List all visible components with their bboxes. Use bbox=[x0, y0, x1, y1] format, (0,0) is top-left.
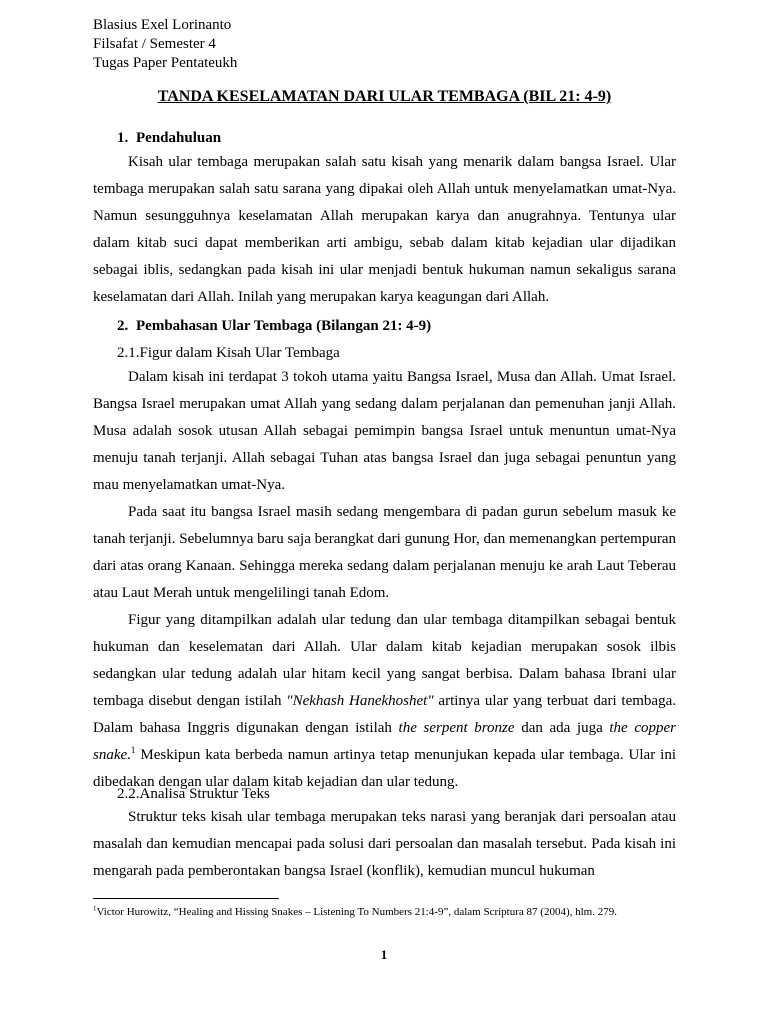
paragraph-text: artinya ular yang terbuat dari tembaga. Dalam bahasa Inggris digunakan dengan istilah bbox=[93, 693, 676, 736]
subsection-2-2-heading: 2.2.Analisa Struktur Teks bbox=[117, 786, 270, 802]
hebrew-term: "Nekhash Hanekhoshet" bbox=[286, 693, 434, 709]
paper-title: TANDA KESELAMATAN DARI ULAR TEMBAGA (BIL 21: 4-9) bbox=[157, 88, 612, 105]
section-2-heading bbox=[117, 318, 431, 335]
subsection-2-1-heading: 2.1.Figur dalam Kisah Ular Tembaga bbox=[117, 345, 340, 361]
section-2-title: Pembahasan Ular Tembaga (Bilangan 21: 4-9) bbox=[136, 318, 432, 334]
assignment-title: Tugas Paper Pentateukh bbox=[93, 55, 238, 71]
paragraph-text: Meskipun kata berbeda namun artinya tetap menunjukan kepada ular tembaga. Ular ini dibedakan dengan ular dalam kitab kejadian dan ular tedung. bbox=[93, 747, 676, 790]
section-1-number: 1. bbox=[117, 130, 129, 146]
subsection-2-1-body bbox=[93, 364, 676, 796]
footnote bbox=[93, 904, 676, 920]
paragraph-text: Figur yang ditampilkan adalah ular tedung dan ular tembaga ditampilkan sebagai bentuk hukuman dan keselematan dari Allah. Ular dalam kitab kejadian merupakan sosok ilbis sedangkan ular tedung adalah ular hitam kecil yang sangat berbisa. Dalam bahasa Ibrani ular tembaga disebut dengan istilah bbox=[93, 612, 676, 709]
english-term-copper: the copper snake bbox=[93, 720, 676, 763]
footnote-reference[interactable]: 1 bbox=[130, 745, 136, 755]
document-header bbox=[93, 16, 237, 73]
footnote-marker: 1 bbox=[93, 904, 97, 913]
subsection-2-1-paragraph-1: Dalam kisah ini terdapat 3 tokoh utama yaitu Bangsa Israel, Musa dan Allah. Umat Israel. Bangsa Israel merupakan umat Allah yang sedang dalam perjalanan dan pemenuhan janji Allah. Musa adalah sosok utusan Allah sebagai pemimpin bangsa Israel untuk menuntun umat-Nya menuju tanah terjanji. Allah sebagai Tuhan atas bangsa Israel dan juga sebagai penuntun yang mau menyelamatkan umat-Nya. bbox=[93, 369, 676, 493]
section-1-body bbox=[93, 149, 676, 311]
section-1-heading bbox=[117, 130, 221, 147]
paragraph-text: . bbox=[127, 747, 131, 763]
english-term-serpent: the serpent bronze bbox=[398, 720, 515, 736]
subsection-2-1-paragraph-2: Pada saat itu bangsa Israel masih sedang mengembara di padan gurun sebelum masuk ke tanah terjanji. Sebelumnya baru saja berangkat dari gunung Hor, dan memenangkan pertempuran dari atas orang Kanaan. Sehingga mereka sedang dalam perjalanan menuju ke arah Laut Teberau atau Laut Merah untuk mengelilingi tanah Edom. bbox=[93, 504, 676, 601]
section-1-title: Pendahuluan bbox=[136, 130, 222, 146]
subsection-2-2-paragraph-1: Struktur teks kisah ular tembaga merupakan teks narasi yang beranjak dari persoalan atau masalah dan kemudian mencapai pada solusi dari persoalan dan masalah tersebut. Pada kisah ini mengarah pada pemberontakan bangsa Israel (konflik), kemudian muncul hukuman bbox=[93, 809, 676, 879]
paragraph-text: dan ada juga bbox=[514, 720, 610, 736]
footnote-text: Victor Hurowitz, “Healing and Hissing Snakes – Listening To Numbers 21:4-9”, dalam Scriptura 87 (2004), hlm. 279. bbox=[96, 906, 617, 918]
section-1-paragraph: Kisah ular tembaga merupakan salah satu kisah yang menarik dalam bangsa Israel. Ular tembaga merupakan salah satu sarana yang dipakai oleh Allah untuk menyelamatkan umat-Nya. Namun sesungguhnya keselamatan Allah merupakan karya dan anugrahnya. Tentunya ular dalam kitab suci dapat memberikan arti ambigu, sebab dalam kitab kejadian ular dijadikan sebagai iblis, sedangkan pada kisah ini ular menjadi bentuk hukuman namun sekaligus sarana keselamatan dari Allah. Inilah yang merupakan karya keagungan dari Allah. bbox=[93, 154, 676, 305]
author-name: Blasius Exel Lorinanto bbox=[93, 17, 232, 33]
page-number: 1 bbox=[380, 947, 388, 962]
subsection-2-1-paragraph-3 bbox=[93, 607, 676, 796]
course-info: Filsafat / Semester 4 bbox=[93, 36, 216, 52]
subsection-2-2-body bbox=[93, 804, 676, 885]
section-2-number: 2. bbox=[117, 318, 129, 334]
footnote-separator bbox=[93, 898, 279, 899]
